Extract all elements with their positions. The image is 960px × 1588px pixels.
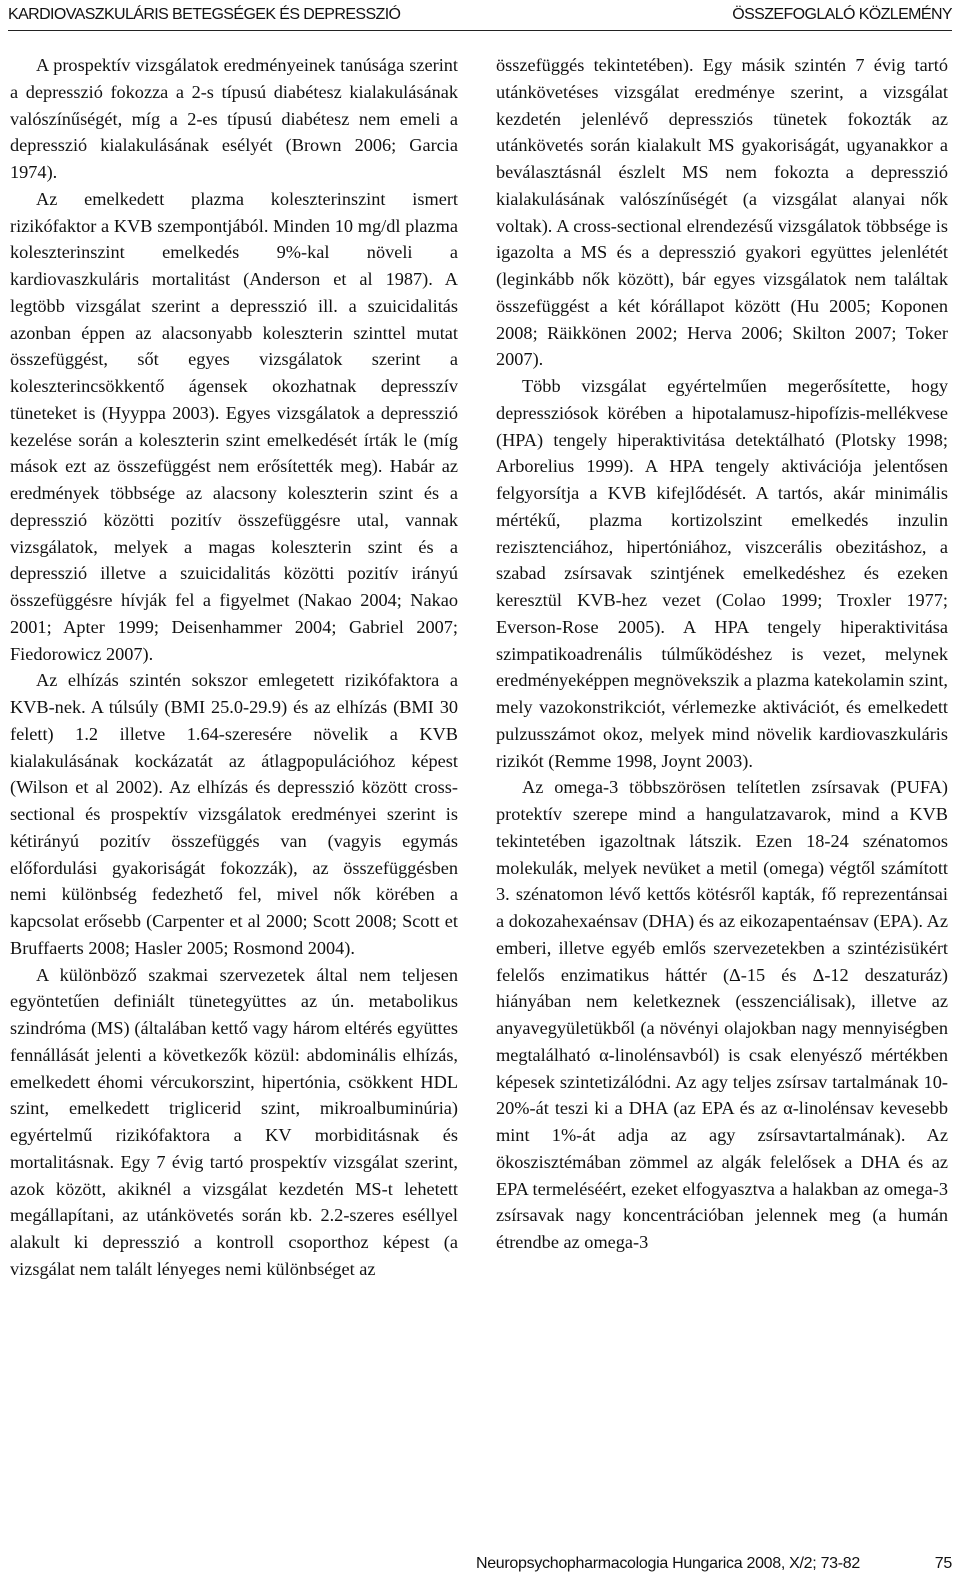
paragraph: Az emelkedett plazma koleszterinszint ismert rizikófaktor a KVB szempontjából. Minden 10 mg/dl plazma koleszterinszint emelkedés 9%-kal növeli a kardiovaszkuláris mortalitást (Anderson et al 1987). A legtöbb vizsgálat szerint a depresszió ill. a szuicidalitás azonban éppen az alacsonyabb koleszterin szinttel mutat összefüggést, sőt egyes vizsgálatok szerint a koleszterincsökkentő ágensek okozhatnak depresszív tüneteket is (Hyyppa 2003). Egyes vizsgálatok a depresszió kezelése során a koleszterin szint emelkedését írták le (míg mások ezt az összefüggést nem erősítették meg). Habár az eredmények többsége az alacsony koleszterin szint és a depresszió közötti pozitív összefüggésre utal, vannak vizsgálatok, melyek a magas koleszterin szint és a depresszió illetve a szuicidalitás közötti pozitív irányú összefüggésre hívják fel a figyelmet (Nakao 2004; Nakao 2001; Apter 1999; Deisenhammer 2004; Gabriel 2007; Fiedorowicz 2007).	[10, 188, 458, 664]
header-rule	[8, 30, 952, 31]
running-header	[8, 4, 952, 28]
page-number: 75	[934, 1555, 952, 1572]
paragraph: A különböző szakmai szervezetek által nem teljesen egyöntetűen definiált tünetegyüttes az ún. metabolikus szindróma (MS) (általában kettő vagy három eltérés együttes fennállását jelenti a következők közül: abdominális elhízás, emelkedett éhomi vércukorszint, hipertónia, csökkent HDL szint, emelkedett triglicerid szint, mikroalbuminúria) egyértelmű rizikófaktora a KV morbiditásnak és mortalitásnak. Egy 7 évig tartó prospektív vizsgálat szerint, azok között, akiknél a vizsgálat kezdetén MS-t lehetett megállapítani, az utánkövetés során kb. 2.2-szeres eséllyel alakult ki depresszió a kontroll csoporthoz képest (a vizsgálat nem talált lényeges nemi különbséget az	[10, 964, 458, 1279]
journal-citation: Neuropsychopharmacologia Hungarica 2008, X/2; 73-82	[475, 1555, 860, 1572]
paragraph: Az omega-3 többszörösen telítetlen zsírsavak (PUFA) protektív szerepe mind a hangulatzavarok, mind a KVB tekintetében igazoltnak látszik. Ezen 18-24 szénatomos molekulák, melyek nevüket a metil (omega) végtől számított 3. szénatomon lévő kettős kötésről kapták, fő reprezentánsai a dokozahexaénsav (DHA) és az eikozapentaénsav (EPA). Az emberi, illetve egyéb emlős szervezetekben a szintézisükért felelős enzimatikus háttér (Δ-15 és Δ-12 deszaturáz) hiányában nem keletkeznek (esszenciálisak), illetve az anyavegyületükből (a növényi olajokban nagy mennyiségben megtalálható α-linolénsavból) is csak elenyésző mértékben képesek szintetizálódni. Az agy teljes zsírsav tartalmának 10-20%-át teszi ki a DHA (az EPA és az α-linolénsav kevesebb mint 1%-át adja az agy zsírsavtartalmának). Az ökoszisztémában zömmel az algák felelősek a DHA és az EPA termeléséért, ezeket elfogyasztva a halakban az omega-3 zsírsavak nagy koncentrációban jelennek meg (a humán étrendbe az omega-3	[496, 777, 948, 1252]
paragraph: A prospektív vizsgálatok eredményeinek tanúsága szerint a depresszió fokozza a 2-s típusú diabétesz kialakulásának valószínűségét, míg a 2-es típusú diabétesz nem emeli a depresszió kialakulásának esélyét (Brown 2006; Garcia 1974).	[10, 55, 458, 182]
header-right-section: ÖSSZEFOGLALÓ KÖZLEMÉNY	[732, 6, 952, 23]
paragraph: Az elhízás szintén sokszor emlegetett rizikófaktora a KVB-nek. A túlsúly (BMI 25.0-29.9) és az elhízás (BMI 30 felett) 1.2 illetve 1.64-szeresére növelik a KVB kialakulásának kockázatát az átlagpopulációhoz képest (Wilson et al 2002). Az elhízás és depresszió között cross-sectional és prospektív vizsgálatok eredményei szerint is kétirányú pozitív összefüggés van (vagyis egymás előfordulási gyakoriságát fokozzák), az összefüggésben nemi különbség fedezhető fel, mivel nők körében a kapcsolat erősebb (Carpenter et al 2000; Scott 2008; Scott et Bruffaerts 2008; Hasler 2005; Rosmond 2004).	[10, 670, 458, 958]
right-column	[496, 52, 948, 1256]
header-left-title: KARDIOVASZKULÁRIS BETEGSÉGEK ÉS DEPRESSZIÓ	[8, 6, 401, 23]
page-footer	[8, 1555, 952, 1579]
paragraph-continued: összefüggés tekintetében). Egy másik szintén 7 évig tartó utánkövetéses vizsgálat eredménye szerint, a vizsgálat kezdetén jelenlévő depressziós tünetek fokozták az utánkövetés során kialakult MS gyakoriságát, ugyanakkor a beválasztásnál észlelt MS nem fokozta a depresszió kialakulásának valószínűségét (a vizsgálat alanyai nők voltak). A cross-sectional elrendezésű vizsgálatok többsége is igazolta a MS és a depresszió gyakori együttes jelenlétét (leginkább nők között), bár egyes vizsgálatok nem találtak összefüggést a két kórállapot között (Hu 2005; Koponen 2008; Räikkönen 2002; Herva 2006; Skilton 2007; Toker 2007).	[496, 55, 948, 370]
paragraph: Több vizsgálat egyértelműen megerősítette, hogy depressziósok körében a hipotalamusz-hipofízis-mellékvese (HPA) tengely hiperaktivitása detektálható (Plotsky 1998; Arborelius 1999). A HPA tengely aktivációja jelentősen felgyorsítja a KVB kifejlődését. A tartós, akár minimális mértékű, plazma kortizolszint emelkedés inzulin rezisztenciához, hipertóniához, viszcerális obezitáshoz, a szabad zsírsavak szintjének emelkedéshez és ezeken keresztül KVB-hez vezet (Colao 1999; Troxler 1977; Everson-Rose 2005). A HPA tengely hiperaktivitása szimpatikoadrenális túlműködéshez is vezet, melynek eredményeképpen megnövekszik a plazma katekolamin szint, mely vazokonstrikciót, vérlemezke aktivációt, és emelkedett pulzusszámot okoz, melyek mind növelik kardiovaszkuláris rizikót (Remme 1998, Joynt 2003).	[496, 376, 948, 771]
left-column	[10, 52, 458, 1283]
